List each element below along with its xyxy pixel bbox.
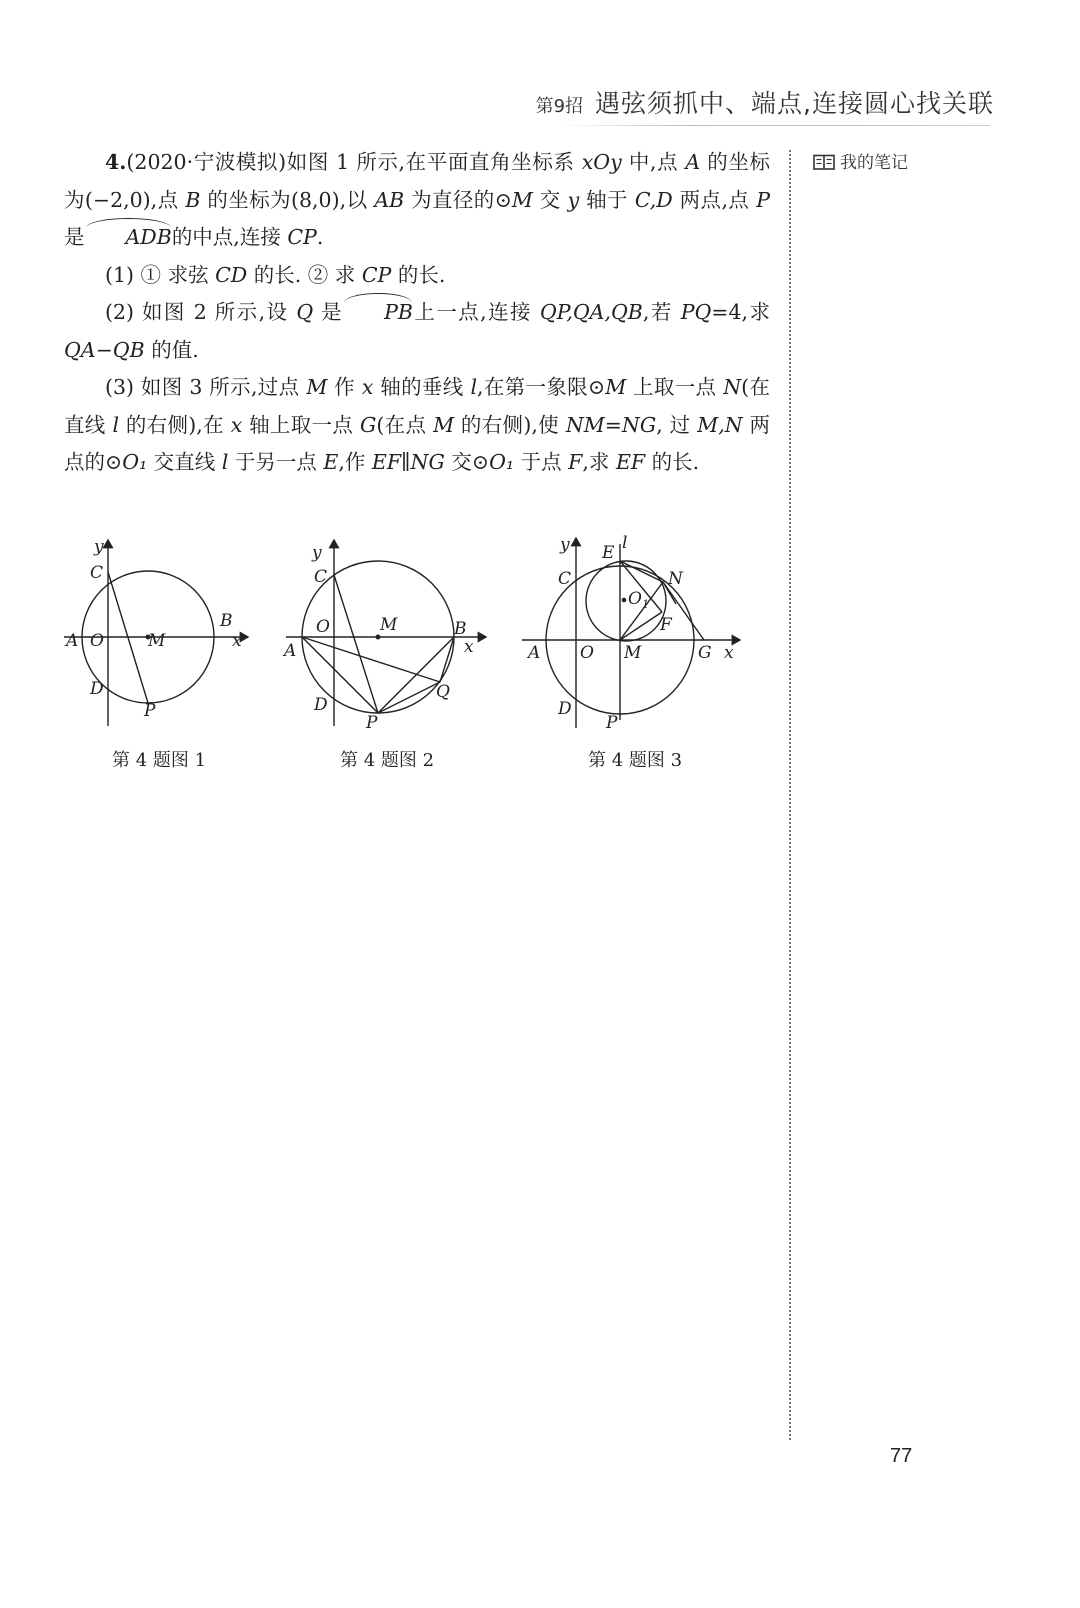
figure-2 (278, 534, 493, 771)
segment-aq (302, 637, 440, 682)
q3-text: 的长. (645, 450, 700, 474)
label-m: M (380, 615, 398, 635)
problem-stem (64, 144, 770, 257)
label-y: y (560, 535, 570, 555)
math-var: NM=NG (565, 412, 657, 437)
math-var: M (605, 375, 627, 399)
stem-text: 轴于 (579, 187, 635, 212)
math-var: Q (296, 300, 314, 324)
figure-1-diagram (56, 534, 256, 734)
math-var: A (685, 150, 701, 174)
math-var: CD (215, 262, 248, 287)
stem-text: 中,点 (621, 150, 686, 174)
q3-text: 作 (327, 375, 362, 399)
q3-text: (在直线 (64, 375, 770, 437)
label-o1: $O_1$ (628, 589, 649, 611)
label-e: E (602, 543, 615, 563)
q1-text: (1) ① 求弦 (105, 262, 216, 287)
math-var: M,N (697, 412, 743, 437)
label-o: O (316, 617, 330, 637)
label-l: l (622, 533, 628, 553)
math-var: B (185, 187, 201, 212)
math-var: l (112, 412, 120, 437)
q3-text: ,作 (338, 450, 372, 474)
math-var: O₁ (489, 450, 515, 474)
label-c: C (90, 563, 104, 583)
figure-3 (518, 533, 748, 771)
stem-text: 两点,点 (672, 187, 757, 212)
stem-text: 的坐标为(−2,0),点 (64, 150, 770, 212)
label-n: N (668, 569, 683, 589)
math-var: M (511, 187, 533, 212)
figure-1 (56, 534, 256, 771)
q3-text: ,求 (582, 450, 616, 474)
figure-2-diagram (278, 534, 493, 734)
label-b: B (220, 611, 233, 631)
q3-text: 于另一点 (228, 450, 324, 474)
q1-text: 的长. (391, 262, 446, 287)
math-var: C,D (634, 187, 673, 212)
problem-4 (64, 144, 770, 482)
q3-text: 于点 (514, 450, 569, 474)
q3-text: ,在第一象限⊙ (477, 375, 606, 399)
stem-text: 交 (532, 187, 568, 212)
stem-text: 是 (64, 225, 85, 249)
problem-source: (2020·宁波模拟) (126, 150, 287, 174)
label-p: P (606, 713, 618, 733)
stem-text: 的坐标为(8,0),以 (200, 187, 375, 212)
label-m: M (624, 643, 642, 663)
header-rule (560, 125, 990, 126)
chapter-tag: 第9招 (535, 96, 584, 117)
label-x: x (232, 631, 242, 651)
label-q: Q (436, 682, 450, 702)
math-var: x (230, 412, 243, 437)
label-x: x (724, 643, 734, 663)
question-1 (64, 257, 770, 295)
label-g: G (698, 643, 712, 663)
math-var: E (323, 450, 339, 474)
math-var: F (568, 450, 583, 474)
q3-text: (在点 (376, 412, 434, 437)
label-p: P (366, 713, 378, 733)
stem-text: 的中点,连接 (171, 225, 288, 249)
label-c: C (558, 569, 572, 589)
q3-text: 交⊙ (444, 450, 490, 474)
q2-text: 上一点,连接 (412, 300, 540, 324)
q3-text: , 过 (656, 412, 698, 437)
math-var: PQ (680, 300, 712, 324)
q3-text: 两点的⊙ (64, 412, 770, 474)
question-3 (64, 369, 770, 482)
notes-label: 我的笔记 (840, 153, 908, 173)
label-y: y (312, 543, 322, 563)
q3-text: 的右侧),使 (454, 412, 566, 437)
problem-number: 4. (105, 150, 127, 174)
book-icon (813, 154, 835, 176)
label-c: C (314, 567, 328, 587)
math-var: l (221, 450, 229, 474)
math-var: O₁ (122, 450, 148, 474)
math-var: EF∥NG (371, 450, 445, 474)
stem-text: . (316, 225, 324, 249)
label-d: D (90, 679, 104, 699)
math-var: xOy (581, 150, 622, 174)
stem-text: 如图 1 所示,在平面直角坐标系 (286, 150, 582, 174)
math-var: QA−QB (64, 337, 145, 362)
q3-text: 上取一点 (626, 375, 724, 399)
q3-text: 轴的垂线 (373, 375, 471, 399)
arc-adb: ADB (85, 219, 172, 257)
q2-text: 的值. (144, 337, 199, 362)
label-a: A (528, 643, 541, 663)
label-a: A (66, 631, 79, 651)
math-var: AB (374, 187, 405, 212)
q3-text: 轴上取一点 (242, 412, 360, 437)
q3-text: 交直线 (147, 450, 222, 474)
math-var: y (567, 187, 580, 212)
notes-divider (789, 150, 791, 1440)
q2-text: =4,求 (711, 300, 770, 324)
math-var: EF (615, 450, 646, 474)
segment-pq (378, 682, 440, 713)
figure-2-caption: 第 4 题图 2 (340, 750, 435, 771)
label-m: M (148, 631, 166, 651)
notes-heading (813, 148, 908, 176)
label-d: D (558, 699, 572, 719)
q2-text: 是 (313, 300, 344, 324)
math-var: N (723, 375, 742, 399)
math-var: M (433, 412, 455, 437)
q1-text: 的长. ② 求 (247, 262, 362, 287)
figure-3-caption: 第 4 题图 3 (588, 750, 683, 771)
arc-pb: PB (343, 294, 413, 332)
math-var: QP,QA,QB (539, 300, 643, 324)
label-o: O (90, 631, 104, 651)
q2-text: ,若 (642, 300, 681, 324)
math-var: G (359, 412, 377, 437)
label-o: O (580, 643, 594, 663)
figure-1-caption: 第 4 题图 1 (112, 750, 207, 771)
math-var: P (756, 187, 770, 212)
figure-3-diagram (518, 534, 748, 734)
label-p: P (144, 701, 156, 721)
label-b: B (454, 619, 467, 639)
segment-cp (334, 575, 378, 713)
math-var: CP (361, 262, 392, 287)
stem-text: 为直径的⊙ (404, 187, 512, 212)
label-a: A (284, 641, 297, 661)
math-var: CP (287, 225, 317, 249)
label-y: y (94, 537, 104, 557)
point-o1 (622, 598, 627, 603)
running-header (536, 84, 994, 120)
math-var: M (306, 375, 328, 399)
label-d: D (314, 695, 328, 715)
figures-row (0, 534, 790, 794)
point-m (376, 635, 381, 640)
label-f: F (660, 615, 672, 635)
math-var: l (470, 375, 477, 399)
q2-text: (2) 如图 2 所示,设 (105, 300, 297, 324)
segment-mf (620, 612, 662, 640)
label-x: x (464, 637, 474, 657)
q3-text: (3) 如图 3 所示,过点 (105, 375, 307, 399)
math-var: x (361, 375, 374, 399)
q3-text: 的右侧),在 (119, 412, 231, 437)
page-number: 77 (890, 1445, 913, 1467)
question-2 (64, 294, 770, 369)
chapter-title: 遇弦须抓中、端点,连接圆心找关联 (595, 89, 994, 118)
